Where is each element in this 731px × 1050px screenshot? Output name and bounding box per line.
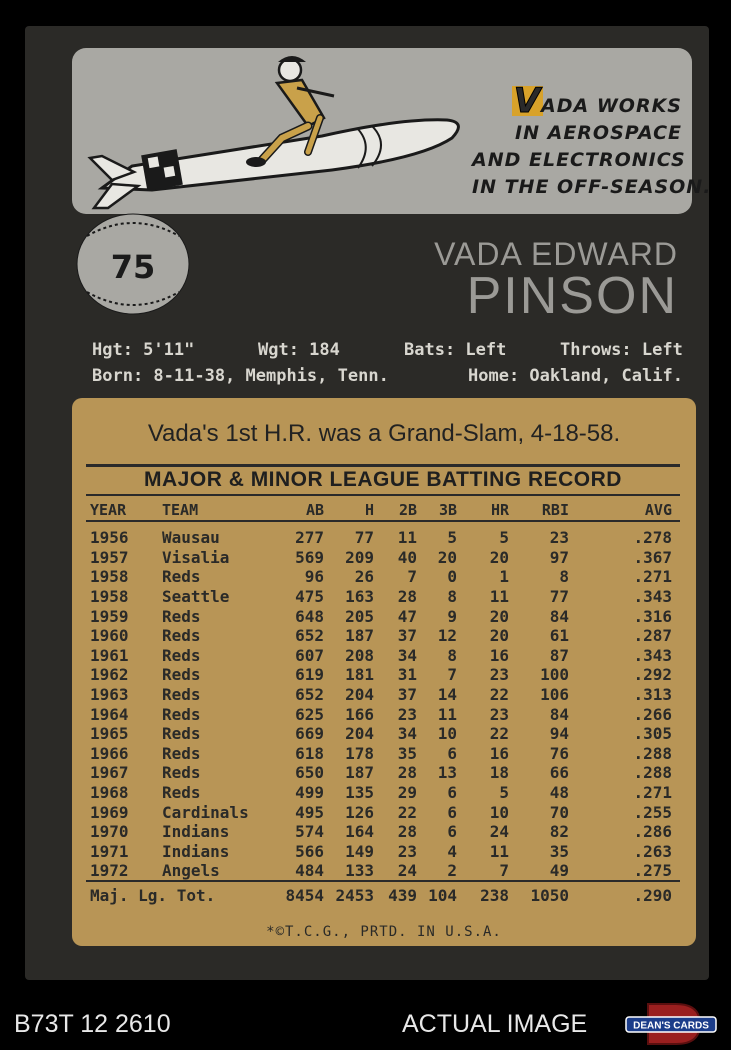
cell-team: Indians	[162, 822, 230, 842]
bio-born: Born: 8-11-38, Memphis, Tenn.	[92, 366, 389, 386]
bio-bats: Bats: Left	[404, 340, 507, 360]
cell-ab: 566	[295, 841, 324, 861]
cell-ab: 569	[295, 547, 324, 567]
cell-rbi: 84	[549, 704, 569, 724]
cell-avg: .305	[633, 724, 672, 744]
totals-2b: 439	[388, 885, 417, 905]
cell-3b: 6	[447, 743, 457, 763]
cell-team: Reds	[162, 626, 201, 646]
caption-line: IN THE OFF-SEASON.	[472, 176, 712, 198]
totals-avg: .290	[633, 885, 672, 905]
table-row	[86, 646, 680, 666]
totals-label: Maj. Lg. Tot.	[90, 885, 216, 905]
cell-year: 1960	[90, 626, 129, 646]
cell-3b: 6	[447, 802, 457, 822]
cell-ab: 495	[295, 802, 324, 822]
cell-3b: 5	[447, 528, 457, 548]
cell-team: Cardinals	[162, 802, 249, 822]
cell-h: 126	[345, 802, 374, 822]
cell-3b: 12	[437, 626, 457, 646]
cell-hr: 16	[489, 645, 509, 665]
cell-avg: .278	[633, 528, 672, 548]
column-header: TEAM	[162, 501, 199, 519]
cell-rbi: 100	[540, 665, 569, 685]
cell-hr: 20	[489, 606, 509, 626]
cell-team: Indians	[162, 841, 230, 861]
table-row	[86, 567, 680, 587]
cell-year: 1972	[90, 861, 129, 881]
cell-h: 149	[345, 841, 374, 861]
cell-ab: 669	[295, 724, 324, 744]
player-last-name: PINSON	[466, 267, 678, 325]
cell-h: 77	[354, 528, 374, 548]
cell-ab: 475	[295, 587, 324, 607]
cell-3b: 8	[447, 587, 457, 607]
cell-year: 1963	[90, 685, 129, 705]
cell-team: Reds	[162, 763, 201, 783]
cell-avg: .288	[633, 743, 672, 763]
cell-hr: 16	[489, 743, 509, 763]
cell-year: 1971	[90, 841, 129, 861]
record-title: MAJOR & MINOR LEAGUE BATTING RECORD	[144, 468, 622, 491]
column-header: YEAR	[90, 501, 127, 519]
copyright-line: *©T.C.G., PRTD. IN U.S.A.	[266, 924, 502, 940]
cell-h: 208	[345, 645, 374, 665]
table-row	[86, 587, 680, 607]
cell-h: 205	[345, 606, 374, 626]
cell-2b: 29	[397, 783, 417, 803]
cell-3b: 8	[447, 645, 457, 665]
cell-rbi: 84	[549, 606, 569, 626]
cell-avg: .255	[633, 802, 672, 822]
cell-year: 1966	[90, 743, 129, 763]
bio-throws: Throws: Left	[560, 340, 683, 360]
cell-3b: 0	[447, 567, 457, 587]
cell-year: 1958	[90, 587, 129, 607]
cell-hr: 22	[489, 685, 509, 705]
cell-3b: 14	[437, 685, 457, 705]
cell-hr: 10	[489, 802, 509, 822]
cartoon-caption	[472, 81, 712, 201]
table-row	[86, 626, 680, 646]
cell-year: 1961	[90, 645, 129, 665]
cell-rbi: 82	[549, 822, 569, 842]
cell-ab: 648	[295, 606, 324, 626]
table-row	[86, 685, 680, 705]
cell-2b: 34	[397, 645, 417, 665]
divider	[86, 880, 680, 882]
cell-ab: 652	[295, 685, 324, 705]
caption-line: IN AEROSPACE	[515, 122, 682, 144]
cell-ab: 650	[295, 763, 324, 783]
cell-hr: 5	[499, 528, 509, 548]
cell-3b: 11	[437, 704, 457, 724]
cell-avg: .271	[633, 567, 672, 587]
cell-rbi: 35	[549, 841, 569, 861]
table-row	[86, 763, 680, 783]
column-header: HR	[490, 501, 509, 519]
cell-year: 1968	[90, 783, 129, 803]
cell-h: 209	[345, 547, 374, 567]
cell-2b: 23	[397, 841, 417, 861]
cell-ab: 618	[295, 743, 324, 763]
cell-h: 187	[345, 763, 374, 783]
actual-image-label: ACTUAL IMAGE	[402, 1010, 588, 1038]
cell-avg: .292	[633, 665, 672, 685]
logo-text: DEAN'S CARDS	[633, 1020, 709, 1032]
cell-hr: 7	[499, 861, 509, 881]
cell-2b: 35	[397, 743, 417, 763]
cell-rbi: 23	[549, 528, 569, 548]
cell-team: Reds	[162, 783, 201, 803]
table-row	[86, 842, 680, 862]
column-header: AVG	[644, 501, 672, 519]
cell-year: 1959	[90, 606, 129, 626]
cell-rbi: 87	[549, 645, 569, 665]
cell-ab: 607	[295, 645, 324, 665]
deans-cards-logo	[624, 1002, 718, 1046]
table-row	[86, 783, 680, 803]
cell-2b: 28	[397, 587, 417, 607]
cell-avg: .286	[633, 822, 672, 842]
cell-2b: 28	[397, 822, 417, 842]
cell-year: 1962	[90, 665, 129, 685]
cell-team: Angels	[162, 861, 220, 881]
cell-rbi: 49	[549, 861, 569, 881]
cell-avg: .343	[633, 645, 672, 665]
career-highlight: Vada's 1st H.R. was a Grand-Slam, 4-18-58.	[147, 420, 621, 447]
cell-hr: 11	[489, 841, 509, 861]
cell-team: Reds	[162, 606, 201, 626]
cell-rbi: 61	[549, 626, 569, 646]
cell-team: Reds	[162, 665, 201, 685]
cell-team: Reds	[162, 704, 201, 724]
cell-hr: 23	[489, 704, 509, 724]
totals-3b: 104	[428, 885, 457, 905]
cell-2b: 24	[397, 861, 417, 881]
cell-rbi: 77	[549, 587, 569, 607]
cell-year: 1957	[90, 547, 129, 567]
cell-avg: .287	[633, 626, 672, 646]
cell-3b: 2	[447, 861, 457, 881]
cell-h: 178	[345, 743, 374, 763]
cell-avg: .367	[633, 547, 672, 567]
column-header: 3B	[438, 501, 457, 519]
cell-hr: 18	[489, 763, 509, 783]
cell-3b: 6	[447, 783, 457, 803]
cell-hr: 5	[499, 783, 509, 803]
table-row	[86, 724, 680, 744]
table-row	[86, 744, 680, 764]
cell-3b: 9	[447, 606, 457, 626]
cell-avg: .263	[633, 841, 672, 861]
cell-3b: 6	[447, 822, 457, 842]
table-row	[86, 521, 680, 548]
column-header: H	[364, 501, 374, 519]
cell-team: Reds	[162, 567, 201, 587]
cell-avg: .266	[633, 704, 672, 724]
table-row	[86, 665, 680, 685]
cell-ab: 619	[295, 665, 324, 685]
cell-team: Reds	[162, 645, 201, 665]
cell-year: 1958	[90, 567, 129, 587]
inventory-code: B73T 12 2610	[14, 1010, 171, 1038]
cell-team: Seattle	[162, 587, 230, 607]
cell-2b: 47	[397, 606, 417, 626]
cell-avg: .271	[633, 783, 672, 803]
cell-ab: 96	[304, 567, 324, 587]
cell-rbi: 94	[549, 724, 569, 744]
cell-team: Reds	[162, 724, 201, 744]
cell-h: 204	[345, 724, 374, 744]
bio-home: Home: Oakland, Calif.	[468, 366, 683, 386]
cell-h: 204	[345, 685, 374, 705]
table-row	[86, 802, 680, 822]
cell-hr: 23	[489, 665, 509, 685]
cell-avg: .343	[633, 587, 672, 607]
cell-rbi: 66	[549, 763, 569, 783]
table-header-row	[86, 500, 680, 521]
cell-3b: 10	[437, 724, 457, 744]
cell-h: 163	[345, 587, 374, 607]
cartoon-panel	[72, 48, 712, 214]
table-row	[86, 861, 680, 881]
cell-year: 1965	[90, 724, 129, 744]
cell-2b: 31	[397, 665, 417, 685]
cell-hr: 1	[499, 567, 509, 587]
career-totals-row	[86, 884, 680, 906]
divider	[86, 494, 680, 496]
cell-ab: 277	[295, 528, 324, 548]
cell-ab: 625	[295, 704, 324, 724]
cell-team: Reds	[162, 743, 201, 763]
cell-2b: 34	[397, 724, 417, 744]
bio-weight: Wgt: 184	[258, 340, 340, 360]
cell-year: 1956	[90, 528, 129, 548]
cell-h: 166	[345, 704, 374, 724]
cell-year: 1967	[90, 763, 129, 783]
cell-2b: 40	[397, 547, 417, 567]
table-row	[86, 704, 680, 724]
cell-ab: 574	[295, 822, 324, 842]
cell-year: 1964	[90, 704, 129, 724]
column-header: 2B	[398, 501, 417, 519]
divider	[86, 464, 680, 467]
cell-hr: 20	[489, 626, 509, 646]
cell-team: Wausau	[162, 528, 220, 548]
cell-2b: 22	[397, 802, 417, 822]
table-row	[86, 548, 680, 568]
cell-rbi: 8	[559, 567, 569, 587]
batting-record-table	[86, 500, 680, 881]
cell-avg: .313	[633, 685, 672, 705]
cell-year: 1970	[90, 822, 129, 842]
cell-h: 133	[345, 861, 374, 881]
cell-2b: 37	[397, 685, 417, 705]
cell-2b: 11	[397, 528, 417, 548]
caption-line: ADA WORKS	[541, 95, 682, 117]
cell-2b: 23	[397, 704, 417, 724]
cell-ab: 484	[295, 861, 324, 881]
bio-height: Hgt: 5'11"	[92, 340, 195, 360]
cell-rbi: 76	[549, 743, 569, 763]
totals-ab: 8454	[285, 885, 324, 905]
cell-team: Visalia	[162, 547, 230, 567]
cell-3b: 20	[437, 547, 457, 567]
cell-2b: 7	[407, 567, 417, 587]
totals-rbi: 1050	[530, 885, 569, 905]
cell-team: Reds	[162, 685, 201, 705]
cell-hr: 11	[489, 587, 509, 607]
totals-h: 2453	[335, 885, 374, 905]
card-number: 75	[110, 248, 156, 286]
cell-rbi: 97	[549, 547, 569, 567]
cell-hr: 20	[489, 547, 509, 567]
cell-2b: 37	[397, 626, 417, 646]
column-header: AB	[305, 501, 324, 519]
cell-rbi: 106	[540, 685, 569, 705]
cell-h: 187	[345, 626, 374, 646]
cell-hr: 22	[489, 724, 509, 744]
cell-ab: 499	[295, 783, 324, 803]
cell-3b: 13	[437, 763, 457, 783]
cell-ab: 652	[295, 626, 324, 646]
cell-rbi: 48	[549, 783, 569, 803]
cell-avg: .316	[633, 606, 672, 626]
caption-line: AND ELECTRONICS	[472, 149, 686, 171]
cell-2b: 28	[397, 763, 417, 783]
cell-h: 164	[345, 822, 374, 842]
column-header: RBI	[541, 501, 569, 519]
totals-hr: 238	[480, 885, 509, 905]
cell-3b: 7	[447, 665, 457, 685]
cell-3b: 4	[447, 841, 457, 861]
cell-h: 181	[345, 665, 374, 685]
cell-hr: 24	[489, 822, 509, 842]
cell-h: 135	[345, 783, 374, 803]
caption-initial: V	[513, 81, 542, 121]
cell-h: 26	[354, 567, 374, 587]
cell-year: 1969	[90, 802, 129, 822]
cell-avg: .275	[633, 861, 672, 881]
cell-avg: .288	[633, 763, 672, 783]
player-first-name: VADA EDWARD	[434, 236, 678, 272]
table-row	[86, 606, 680, 626]
cell-rbi: 70	[549, 802, 569, 822]
table-row	[86, 822, 680, 842]
